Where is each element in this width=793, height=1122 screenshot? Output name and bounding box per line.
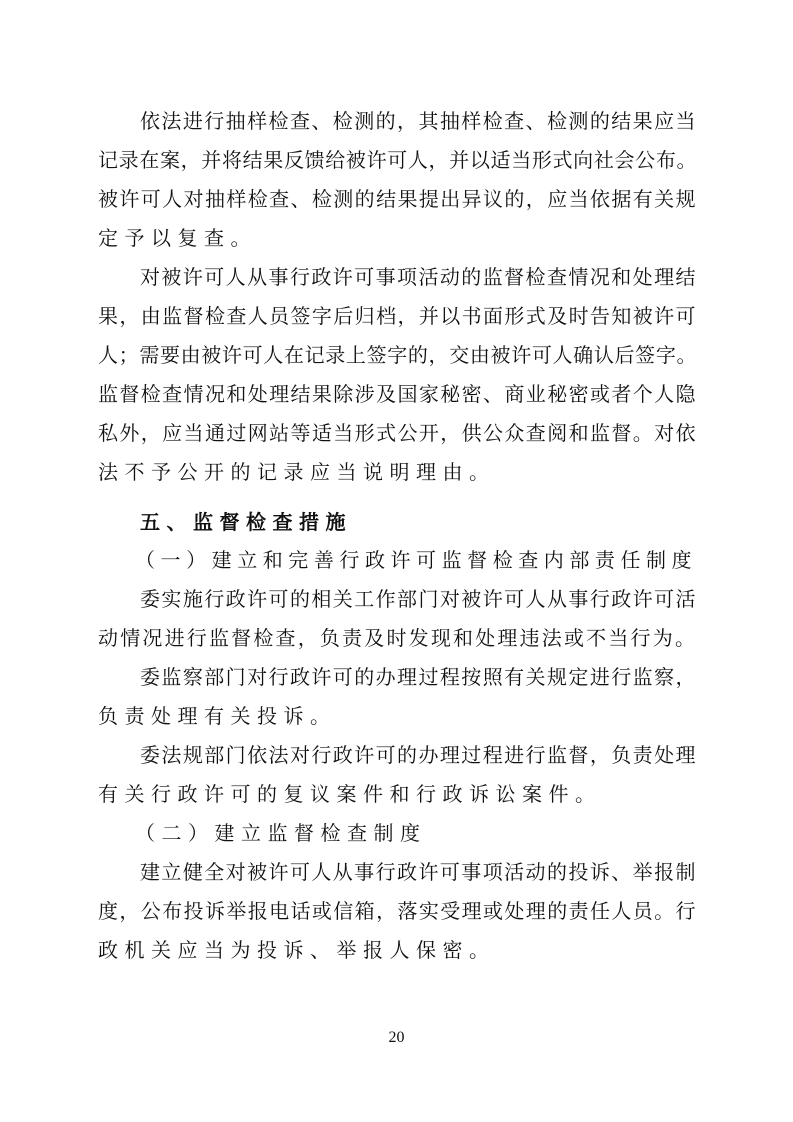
paragraph-2-line-3: 人；需要由被许可人在记录上签字的，交由被许可人确认后签字。 bbox=[98, 343, 698, 367]
paragraph-6-line-2: 度，公布投诉举报电话或信箱，落实受理或处理的责任人员。行 bbox=[98, 899, 697, 923]
paragraph-1-line-3: 被许可人对抽样检查、检测的结果提出异议的，应当依据有关规 bbox=[98, 187, 697, 211]
paragraph-4-line-1: 委监察部门对行政许可的办理过程按照有关规定进行监察， bbox=[140, 665, 697, 689]
paragraph-1-line-4: 定予以复查。 bbox=[98, 226, 257, 250]
page-number: 20 bbox=[388, 1029, 405, 1046]
paragraph-6-line-3: 政机关应当为投诉、举报人保密。 bbox=[98, 938, 496, 962]
paragraph-2-line-5: 私外，应当通过网站等适当形式公开，供公众查阅和监督。对依 bbox=[98, 421, 697, 445]
paragraph-1-line-1: 依法进行抽样检查、检测的，其抽样检查、检测的结果应当 bbox=[140, 109, 697, 133]
paragraph-2-line-1: 对被许可人从事行政许可事项活动的监督检查情况和处理结 bbox=[140, 265, 697, 289]
paragraph-1-line-2: 记录在案，并将结果反馈给被许可人，并以适当形式向社会公布。 bbox=[98, 148, 698, 172]
paragraph-4-line-2: 负责处理有关投诉。 bbox=[98, 704, 337, 728]
paragraph-6-line-1: 建立健全对被许可人从事行政许可事项活动的投诉、举报制 bbox=[140, 860, 697, 884]
paragraph-3-line-2: 动情况进行监督检查，负责及时发现和处理违法或不当行为。 bbox=[98, 626, 698, 650]
subheading-2: （二）建立监督检查制度 bbox=[135, 821, 427, 845]
paragraph-2-line-4: 监督检查情况和处理结果除涉及国家秘密、商业秘密或者个人隐 bbox=[98, 382, 697, 406]
section-heading: 五、监督检查措施 bbox=[140, 510, 352, 534]
subheading-1: （一）建立和完善行政许可监督检查内部责任制度 bbox=[135, 548, 698, 572]
paragraph-2-line-2: 果，由监督检查人员签字后归档，并以书面形式及时告知被许可 bbox=[98, 304, 697, 328]
paragraph-2-line-6: 法不予公开的记录应当说明理由。 bbox=[98, 460, 496, 484]
paragraph-5-line-2: 有关行政许可的复议案件和行政诉讼案件。 bbox=[98, 782, 602, 806]
paragraph-3-line-1: 委实施行政许可的相关工作部门对被许可人从事行政许可活 bbox=[140, 587, 697, 611]
paragraph-5-line-1: 委法规部门依法对行政许可的办理过程进行监督，负责处理 bbox=[140, 743, 697, 767]
